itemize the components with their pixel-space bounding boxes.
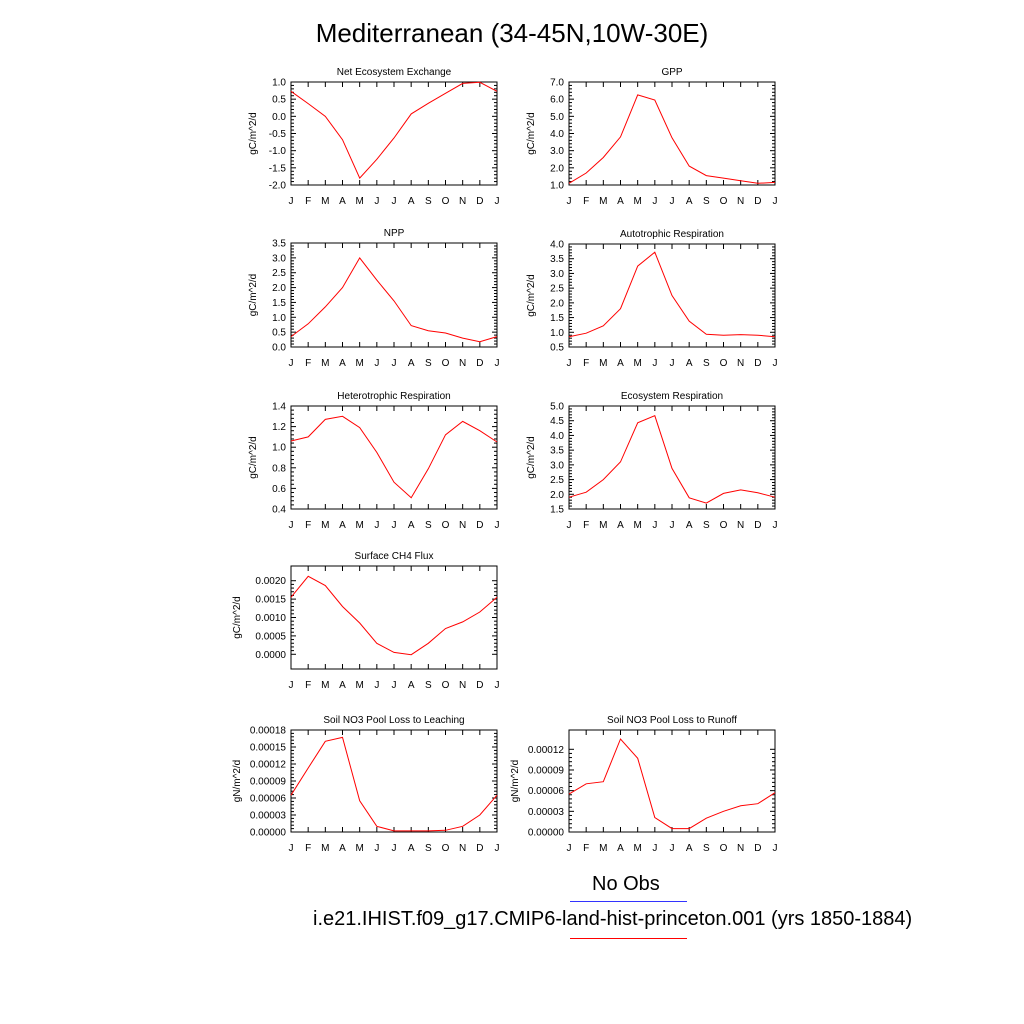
legend-obs-label: No Obs — [592, 873, 660, 895]
x-tick-label: M — [355, 520, 364, 531]
legend-model-label: i.e21.IHIST.f09_g17.CMIP6-land-hist-princeton.001 (yrs 1850-1884) — [313, 908, 913, 930]
y-axis-label: gC/m^2/d — [248, 273, 259, 317]
series-line — [291, 576, 497, 654]
y-tick-label: 1.5 — [550, 504, 564, 516]
y-tick-label: 5.0 — [550, 401, 564, 413]
x-tick-label: M — [321, 358, 330, 369]
x-tick-label: M — [321, 520, 330, 531]
x-tick-label: J — [374, 358, 380, 369]
chart-panel-8 — [232, 715, 500, 854]
chart-panel-7 — [232, 551, 500, 691]
x-tick-label: O — [719, 196, 728, 207]
y-tick-label: 2.0 — [550, 163, 564, 175]
x-tick-label: A — [685, 196, 693, 207]
y-tick-label: 0.00012 — [527, 744, 564, 756]
chart-panel-6 — [526, 391, 778, 531]
x-tick-label: J — [652, 358, 658, 369]
x-tick-label: M — [321, 843, 330, 854]
x-tick-label: A — [407, 196, 415, 207]
series-line — [569, 739, 775, 829]
y-tick-label: 2.0 — [550, 298, 564, 310]
x-tick-label: N — [459, 196, 467, 207]
x-tick-label: A — [339, 520, 346, 531]
x-tick-label: A — [339, 358, 346, 369]
plot-frame — [569, 406, 775, 509]
x-tick-label: F — [305, 843, 312, 854]
y-tick-label: 0.0 — [272, 342, 286, 354]
y-tick-label: 0.0015 — [255, 594, 286, 606]
x-tick-label: J — [494, 843, 500, 854]
x-tick-label: J — [669, 843, 675, 854]
chart-title: Soil NO3 Pool Loss to Leaching — [323, 715, 465, 726]
y-tick-label: 7.0 — [550, 77, 564, 89]
y-tick-label: 4.0 — [550, 129, 564, 140]
x-tick-label: M — [355, 680, 364, 691]
x-tick-label: M — [321, 196, 330, 207]
x-tick-label: O — [441, 520, 450, 531]
chart-title: GPP — [661, 67, 683, 78]
x-tick-label: J — [391, 680, 397, 691]
chart-title: Net Ecosystem Exchange — [336, 67, 452, 78]
x-tick-label: M — [599, 196, 608, 207]
x-tick-label: A — [339, 196, 346, 207]
x-tick-label: O — [719, 843, 728, 854]
y-tick-label: -1.5 — [268, 163, 286, 175]
x-tick-label: F — [583, 843, 590, 854]
x-tick-label: J — [288, 196, 294, 207]
chart-panel-1 — [248, 67, 500, 207]
x-tick-label: S — [702, 843, 710, 854]
x-tick-label: J — [566, 843, 572, 854]
x-tick-label: J — [374, 196, 380, 207]
chart-title: Soil NO3 Pool Loss to Runoff — [607, 715, 737, 726]
x-tick-label: D — [476, 520, 484, 531]
x-tick-label: D — [476, 843, 484, 854]
y-tick-label: 0.8 — [272, 463, 286, 475]
y-tick-label: 3.5 — [550, 254, 564, 266]
y-tick-label: 3.5 — [550, 445, 564, 457]
y-tick-label: 1.0 — [272, 442, 286, 454]
y-tick-label: 2.5 — [550, 475, 564, 487]
y-tick-label: 0.5 — [272, 94, 286, 106]
y-tick-label: 0.0 — [272, 111, 286, 123]
x-tick-label: J — [391, 358, 397, 369]
chart-panel-4 — [526, 229, 778, 369]
y-tick-label: -0.5 — [268, 129, 286, 140]
chart-title: Surface CH4 Flux — [354, 551, 434, 562]
series-line — [569, 416, 775, 503]
y-tick-label: 0.4 — [272, 504, 286, 516]
x-tick-label: A — [339, 843, 346, 854]
x-tick-label: O — [441, 196, 450, 207]
x-tick-label: S — [702, 520, 710, 531]
x-tick-label: N — [459, 843, 467, 854]
x-tick-label: D — [754, 843, 762, 854]
x-tick-label: A — [407, 358, 415, 369]
x-tick-label: S — [424, 680, 432, 691]
x-tick-label: J — [772, 196, 778, 207]
x-tick-label: J — [652, 520, 658, 531]
x-tick-label: M — [633, 358, 642, 369]
x-tick-label: J — [494, 196, 500, 207]
x-tick-label: N — [459, 680, 467, 691]
x-tick-label: N — [737, 196, 745, 207]
x-tick-label: J — [494, 358, 500, 369]
y-tick-label: 1.0 — [272, 77, 286, 89]
y-tick-label: 0.5 — [550, 342, 564, 354]
y-tick-label: 3.0 — [550, 146, 564, 158]
x-tick-label: A — [407, 680, 415, 691]
y-tick-label: 3.0 — [272, 253, 286, 265]
y-tick-label: 0.5 — [272, 327, 286, 339]
plot-frame — [569, 82, 775, 185]
x-tick-label: J — [374, 520, 380, 531]
legend-obs-line — [570, 901, 687, 902]
y-tick-label: 5.0 — [550, 111, 564, 123]
x-tick-label: D — [476, 358, 484, 369]
y-tick-label: 4.5 — [550, 416, 564, 428]
y-tick-label: 0.00015 — [249, 742, 286, 754]
chart-panel-3 — [248, 228, 500, 369]
x-tick-label: N — [737, 843, 745, 854]
y-tick-label: 3.5 — [272, 238, 286, 250]
x-tick-label: M — [633, 843, 642, 854]
chart-title: Heterotrophic Respiration — [337, 391, 451, 402]
y-tick-label: 0.0005 — [255, 631, 286, 643]
y-tick-label: 1.0 — [550, 327, 564, 339]
y-tick-label: 0.00006 — [527, 786, 564, 798]
chart-panel-5 — [248, 391, 500, 531]
x-tick-label: M — [355, 358, 364, 369]
x-tick-label: M — [355, 843, 364, 854]
x-tick-label: N — [737, 520, 745, 531]
series-line — [569, 95, 775, 183]
series-line — [291, 82, 497, 178]
x-tick-label: F — [305, 358, 312, 369]
x-tick-label: J — [374, 843, 380, 854]
x-tick-label: A — [339, 680, 346, 691]
y-tick-label: 0.00003 — [527, 806, 564, 818]
y-tick-label: 0.00012 — [249, 759, 286, 771]
x-tick-label: J — [669, 358, 675, 369]
x-tick-label: A — [617, 358, 624, 369]
y-tick-label: 0.00009 — [249, 776, 286, 788]
x-tick-label: J — [772, 358, 778, 369]
y-axis-label: gC/m^2/d — [526, 274, 537, 317]
x-tick-label: S — [424, 520, 432, 531]
x-tick-label: A — [617, 843, 624, 854]
x-tick-label: M — [633, 196, 642, 207]
x-tick-label: J — [391, 196, 397, 207]
x-tick-label: J — [288, 358, 294, 369]
y-tick-label: 0.00006 — [249, 793, 286, 805]
chart-title: NPP — [383, 228, 405, 239]
y-axis-label: gC/m^2/d — [248, 436, 259, 479]
y-axis-label: gN/m^2/d — [232, 759, 243, 803]
y-axis-label: gC/m^2/d — [232, 596, 243, 639]
x-tick-label: A — [685, 520, 693, 531]
y-tick-label: 6.0 — [550, 94, 564, 106]
y-tick-label: 1.0 — [272, 312, 286, 324]
x-tick-label: S — [424, 843, 432, 854]
x-tick-label: J — [652, 843, 658, 854]
plot-frame — [291, 566, 497, 669]
x-tick-label: J — [772, 843, 778, 854]
x-tick-label: J — [494, 680, 500, 691]
y-tick-label: 0.00000 — [249, 827, 286, 839]
x-tick-label: J — [374, 680, 380, 691]
x-tick-label: D — [754, 358, 762, 369]
x-tick-label: F — [583, 520, 590, 531]
x-tick-label: N — [459, 358, 467, 369]
y-tick-label: 0.0020 — [255, 576, 286, 588]
y-tick-label: 0.00003 — [249, 810, 286, 822]
x-tick-label: A — [617, 196, 624, 207]
y-tick-label: 1.4 — [272, 401, 286, 413]
plot-frame — [291, 730, 497, 832]
x-tick-label: M — [355, 196, 364, 207]
x-tick-label: S — [424, 196, 432, 207]
x-tick-label: M — [321, 680, 330, 691]
x-tick-label: S — [702, 196, 710, 207]
y-tick-label: 3.0 — [550, 268, 564, 280]
x-tick-label: J — [772, 520, 778, 531]
x-tick-label: A — [407, 843, 415, 854]
x-tick-label: J — [566, 358, 572, 369]
x-tick-label: F — [305, 520, 312, 531]
y-axis-label: gC/m^2/d — [526, 112, 537, 155]
y-tick-label: 2.5 — [550, 283, 564, 295]
y-tick-label: 1.2 — [272, 422, 286, 434]
x-tick-label: J — [494, 520, 500, 531]
y-axis-label: gC/m^2/d — [248, 112, 259, 155]
x-tick-label: N — [459, 520, 467, 531]
x-tick-label: F — [583, 196, 590, 207]
x-tick-label: J — [566, 196, 572, 207]
chart-title: Ecosystem Respiration — [620, 391, 724, 402]
y-tick-label: 0.00009 — [527, 765, 564, 777]
y-axis-label: gC/m^2/d — [526, 436, 537, 479]
legend-model-line — [570, 938, 687, 939]
x-tick-label: M — [599, 843, 608, 854]
x-tick-label: J — [669, 196, 675, 207]
y-tick-label: -1.0 — [268, 146, 286, 158]
y-tick-label: 1.5 — [272, 297, 286, 309]
x-tick-label: M — [633, 520, 642, 531]
series-line — [291, 258, 497, 342]
x-tick-label: D — [476, 196, 484, 207]
x-tick-label: D — [476, 680, 484, 691]
series-line — [569, 252, 775, 337]
y-tick-label: 1.5 — [550, 313, 564, 325]
y-tick-label: 4.0 — [550, 239, 564, 251]
x-tick-label: M — [599, 358, 608, 369]
chart-panel-9 — [510, 715, 778, 854]
x-tick-label: J — [652, 196, 658, 207]
x-tick-label: J — [288, 520, 294, 531]
y-tick-label: 0.00018 — [249, 725, 286, 737]
plot-frame — [291, 82, 497, 185]
y-tick-label: 0.6 — [272, 483, 286, 495]
x-tick-label: A — [407, 520, 415, 531]
x-tick-label: A — [685, 843, 693, 854]
y-tick-label: 0.0000 — [255, 649, 286, 661]
x-tick-label: F — [305, 680, 312, 691]
x-tick-label: S — [702, 358, 710, 369]
x-tick-label: O — [441, 358, 450, 369]
chart-title: Autotrophic Respiration — [620, 229, 724, 240]
plot-frame — [291, 243, 497, 347]
x-tick-label: O — [719, 358, 728, 369]
y-axis-label: gN/m^2/d — [510, 759, 521, 803]
x-tick-label: D — [754, 196, 762, 207]
y-tick-label: 2.5 — [272, 268, 286, 280]
x-tick-label: J — [669, 520, 675, 531]
x-tick-label: O — [441, 843, 450, 854]
y-tick-label: 3.0 — [550, 460, 564, 472]
y-tick-label: 0.00000 — [527, 827, 564, 839]
x-tick-label: D — [754, 520, 762, 531]
y-tick-label: 0.0010 — [255, 613, 286, 624]
y-tick-label: 2.0 — [550, 489, 564, 501]
plot-frame — [291, 406, 497, 509]
y-tick-label: -2.0 — [268, 180, 286, 192]
x-tick-label: O — [719, 520, 728, 531]
x-tick-label: J — [288, 843, 294, 854]
series-line — [291, 416, 497, 497]
plot-frame — [569, 730, 775, 832]
x-tick-label: M — [599, 520, 608, 531]
page-title: Mediterranean (34-45N,10W-30E) — [315, 18, 709, 48]
x-tick-label: F — [583, 358, 590, 369]
y-tick-label: 2.0 — [272, 283, 286, 295]
x-tick-label: S — [424, 358, 432, 369]
x-tick-label: F — [305, 196, 312, 207]
x-tick-label: A — [617, 520, 624, 531]
x-tick-label: N — [737, 358, 745, 369]
x-tick-label: O — [441, 680, 450, 691]
series-line — [291, 737, 497, 831]
x-tick-label: J — [391, 843, 397, 854]
x-tick-label: J — [288, 680, 294, 691]
y-tick-label: 4.0 — [550, 430, 564, 442]
y-tick-label: 1.0 — [550, 180, 564, 192]
x-tick-label: A — [685, 358, 693, 369]
x-tick-label: J — [391, 520, 397, 531]
chart-panel-2 — [526, 67, 778, 207]
x-tick-label: J — [566, 520, 572, 531]
